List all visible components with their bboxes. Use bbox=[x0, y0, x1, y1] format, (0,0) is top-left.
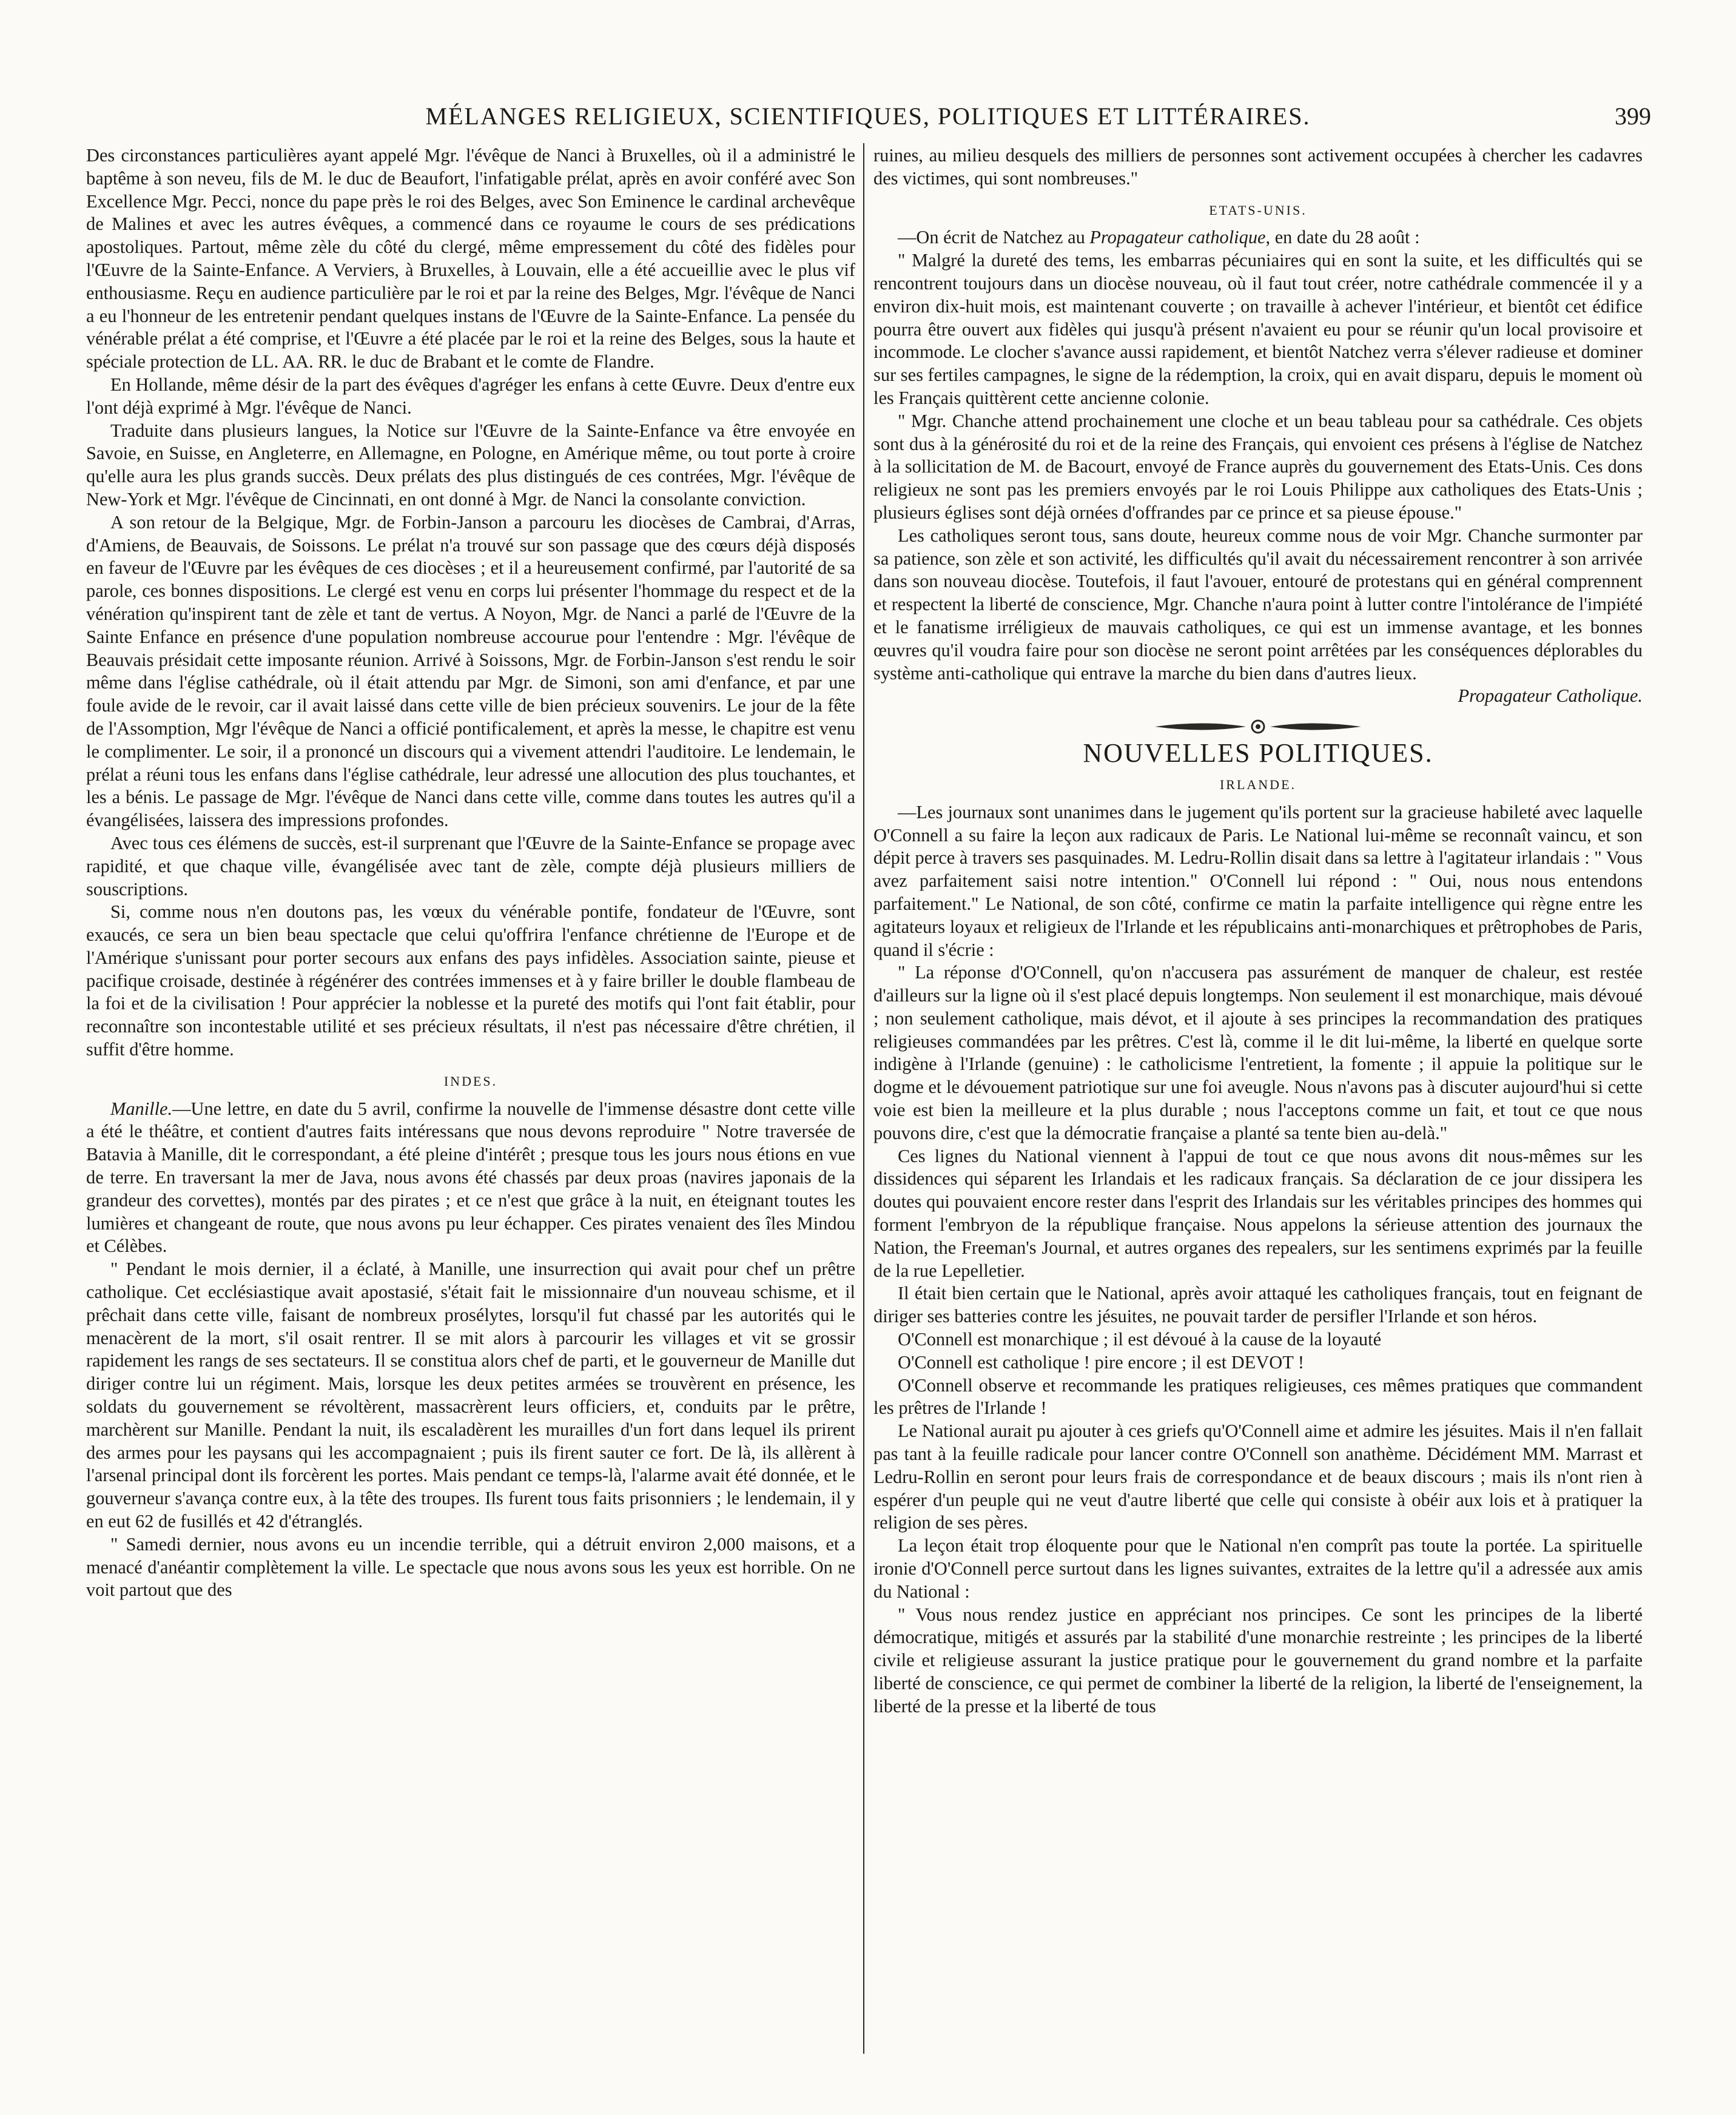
column-divider bbox=[863, 143, 864, 2054]
paragraph: Ces lignes du National viennent à l'appui de tout ce que nous avons dit nous-mêmes sur les dissidences qui séparent les Irlandais et les radicaux français. Sa déclaration de ce jour dissipera les doutes qui pouvaient encore rester dans l'esprit des Irlandais sur les véritables principes des hommes qui forment l'embryon de la république française. Nous appelons la sérieuse attention des journaux the Nation, the Freeman's Journal, et autres organes des repealers, sur les sentimens exprimés par la feuille de la rue Lepelletier. bbox=[873, 1145, 1643, 1281]
paragraph-text: —Une lettre, en date du 5 avril, confirme la nouvelle de l'immense désastre dont cette ville a été le théâtre, et contient d'autres faits intéressans que nous devons reproduire " Notre traversée de Batavia à Manille, dit le correspondant, a été pleine d'intérêt ; presque tous les jours nous étions en vue de terre. En traversant la mer de Java, nous avons été chassés par deux proas (navires japonais de la grandeur des corvettes), montés par des pirates ; et ce n'est que grâce à la nuit, en éteignant toutes les lumières et changeant de route, que nous avons pu leur échapper. Ces pirates venaient des îles Mindou et Célèbes. bbox=[86, 1098, 855, 1257]
running-head bbox=[85, 102, 1651, 132]
paragraph: O'Connell est monarchique ; il est dévoué à la cause de la loyauté bbox=[898, 1329, 1382, 1350]
paragraph: ruines, au milieu desquels des milliers de personnes sont activement occupées à chercher les cadavres des victimes, qui sont nombreuses." bbox=[873, 145, 1643, 189]
right-column bbox=[873, 144, 1643, 2061]
journal-title: Propagateur catholique bbox=[1089, 227, 1266, 248]
paragraph: O'Connell observe et recommande les pratiques religieuses, ces mêmes pratiques que commandent les prêtres de l'Irlande ! bbox=[873, 1374, 1643, 1419]
paragraph: Le National aurait pu ajouter à ces griefs qu'O'Connell aime et admire les jésuites. Mais il n'en fallait pas tant à la feuille radicale pour lancer contre O'Connell son anathème. Décidément MM. Marrast et Ledru-Rollin en seront pour leurs frais de correspondance et de beaux discours ; mais ils n'ont rien à espérer d'un peuple qui ne veut d'autre liberté que celle qui consiste à obéir aux lois et à pratiquer la religion de ses pères. bbox=[873, 1421, 1643, 1533]
paragraph: Avec tous ces élémens de succès, est-il surprenant que l'Œuvre de la Sainte-Enfance se propage avec rapidité, et que chaque ville, évangélisée avec tant de zèle, compte déjà plusieurs milliers de souscriptions. bbox=[86, 832, 855, 899]
paragraph-text: —On écrit de Natchez au bbox=[898, 227, 1090, 248]
paragraph: Des circonstances particulières ayant appelé Mgr. l'évêque de Nanci à Bruxelles, où il a administré le baptême à son neveu, fils de M. le duc de Beaufort, l'infatigable prélat, après en avoir conféré avec Son Excellence Mgr. Pecci, nonce du pape près le roi des Belges, avec Son Eminence le cardinal archevêque de Malines et avec les autres évêques, a commencé dans ce royaume le cours de ses prédications apostoliques. Partout, même zèle du côté du clergé, même empressement du côté des fidèles pour l'Œuvre de la Sainte-Enfance. A Verviers, à Bruxelles, à Louvain, elle a été accueillie avec le plus vif enthousiasme. Reçu en audience particulière par le roi et par la reine des Belges, Mgr. l'évêque de Nanci a eu l'honneur de les entretenir pendant quelques instans de l'Œuvre de la Sainte-Enfance. La pensée du vénérable prélat a été comprise, et l'Œuvre a été placée par le roi et la reine des Belges, sous la haute et spéciale protection de LL. AA. RR. le duc de Brabant et le comte de Flandre. bbox=[86, 145, 855, 372]
paragraph-natchez bbox=[873, 226, 1643, 249]
place-label: Manille. bbox=[110, 1098, 173, 1119]
source-signature: Propagateur Catholique. bbox=[1458, 685, 1643, 707]
paragraph: En Hollande, même désir de la part des évêques d'agréger les enfans à cette Œuvre. Deux d'entre eux l'ont déjà exprimé à Mgr. l'évêque de Nanci. bbox=[86, 374, 855, 418]
ornament-divider-icon bbox=[1149, 716, 1367, 737]
paragraph: Traduite dans plusieurs langues, la Notice sur l'Œuvre de la Sainte-Enfance va être envoyée en Savoie, en Suisse, en Angleterre, en Allemagne, en Pologne, en Amérique même, ou tout porte à croire qu'elle aura les plus grands succès. Deux prélats des plus distingués de ces contrées, Mgr. l'évêque de New-York et Mgr. l'évêque de Cincinnati, en ont donné à Mgr. de Nanci la consolante conviction. bbox=[86, 420, 855, 509]
paragraph: " Pendant le mois dernier, il a éclaté, à Manille, une insurrection qui avait pour chef un prêtre catholique. Cet ecclésiastique avait apostasié, s'était fait le missionnaire d'un nouveau schisme, et il prêchait dans cette ville, faisant de nombreux prosélytes, lorsqu'il fut chassé par les autorités qui le menacèrent de la mort, s'il osait rentrer. Il se mit alors à parcourir les villages et vit se grossir rapidement les rangs de ses sectateurs. Il se constitua alors chef de parti, et le gouverneur de Manille dut diriger contre lui un régiment. Mais, lorsque les deux petites armées se trouvèrent en présence, les soldats du gouvernement se révoltèrent, massacrèrent leurs officiers, et, conduits par le prêtre, marchèrent sur Manille. Pendant la nuit, ils escaladèrent les murailles d'un fort dans lequel ils prirent des armes pour les paysans qui les accompagnaient ; puis ils firent sauter ce fort. De là, ils allèrent à l'arsenal principal dont ils forcèrent les portes. Mais pendant ce temps-là, l'alarme avait été donnée, et le gouverneur s'avança contre eux, à la tête des troupes. Ils furent tous faits prisonniers ; le lendemain, il y en eut 62 de fusillés et 42 d'étranglés. bbox=[86, 1259, 855, 1532]
paragraph: " Vous nous rendez justice en appréciant nos principes. Ce sont les principes de la liberté démocratique, mitigés et assurés par la stabilité d'une monarchie restreinte ; les principes de la liberté civile et religieuse assurant la justice pratique pour le gouvernement du grand nombre et la parfaite liberté de conscience, ce qui permet de combiner la liberté de la religion, la liberté de l'enseignement, la liberté de la presse et la liberté de tous bbox=[873, 1604, 1643, 1717]
paragraph: " Malgré la dureté des tems, les embarras pécuniaires qui en sont la suite, et les difficultés qui se rencontrent toujours dans un diocèse nouveau, où il faut tout créer, notre cathédrale commencée il y a environ dix-huit mois, est maintenant couverte ; on travaille à achever l'intérieur, et bientôt cet édifice pourra être ouvert aux fidèles qui jusqu'à présent n'avaient eu pour se réunir qu'un local provisoire et incommode. Le clocher s'avance aussi rapidement, et bientôt Natchez verra s'élever radieuse et dominer sur ses fertiles campagnes, le signe de la rédemption, la croix, qui en avait disparu, depuis le moment où les Français quittèrent cette ancienne colonie. bbox=[873, 250, 1643, 408]
paragraph: O'Connell est catholique ! pire encore ; il est DEVOT ! bbox=[898, 1351, 1304, 1373]
paragraph: Il était bien certain que le National, après avoir attaqué les catholiques français, tout en feignant de diriger ses batteries contre les jésuites, ne pouvait tarder de persifler l'Irlande et son héros. bbox=[873, 1283, 1643, 1327]
paragraph: La leçon était trop éloquente pour que le National n'en comprît pas toute la portée. La spirituelle ironie d'O'Connell perce surtout dans les lignes suivantes, extraites de la lettre qu'il a adressée aux amis du National : bbox=[873, 1535, 1643, 1602]
left-column bbox=[86, 144, 855, 2061]
paragraph-manille bbox=[86, 1098, 855, 1259]
paragraph: " La réponse d'O'Connell, qu'on n'accusera pas assurément de manquer de chaleur, est restée d'ailleurs sur la ligne où il s'est placé depuis longtemps. Non seulement il est monarchique, mais dévoué ; non seulement catholique, mais dévot, et il ajoute à ses principes la recommandation des pratiques religieuses commandées par les prêtres. C'est là, comme il le dit lui-même, la liberté en quelque sorte indigène à l'Irlande (genuine) : le catholicisme l'entretient, la fomente ; il appuie la politique sur le dogme et le dévouement patriotique sur une foi aveugle. Nous n'avons pas à discuter aujourd'hui si cette voie est bien la meilleure et la plus durable ; nous l'acceptons comme un fait, et tout ce que nous pouvons dire, c'est que la démocratie française a planté sa tente bien au-delà." bbox=[873, 962, 1643, 1143]
page-number: 399 bbox=[1615, 103, 1651, 130]
paragraph: Les catholiques seront tous, sans doute, heureux comme nous de voir Mgr. Chanche surmonter par sa patience, son zèle et son activité, les difficultés qu'il avait du nécessairement rencontrer à son arrivée dans son nouveau diocèse. Toutefois, il faut l'avouer, entouré de protestans qui en général comprennent et respectent la liberté de conscience, Mgr. Chanche n'aura point à lutter contre l'intolérance de l'impiété et le fanatisme irréligieux de mauvais catholiques, ce qui est un immense avantage, et les bonnes œuvres qu'il voudra faire pour son diocèse ne seront point arrêtées par les conséquences déplorables du système anti-catholique qui entrave la marche du bien dans d'autres lieux. bbox=[873, 525, 1643, 684]
section-heading-etats-unis: ETATS-UNIS. bbox=[1209, 202, 1307, 218]
paragraph-text: , en date du 28 août : bbox=[1265, 227, 1420, 248]
paragraph: —Les journaux sont unanimes dans le jugement qu'ils portent sur la gracieuse habileté avec laquelle O'Connell a su faire la leçon aux radicaux de Paris. Le National lui-même se reconnaît vaincu, et son dépit perce à travers ses pasquinades. M. Ledru-Rollin disait dans sa lettre à l'agitateur irlandais : " Vous avez parfaitement saisi notre intention." O'Connell lui répond : " Oui, nous nous entendons parfaitement." Le National, de son côté, confirme ce matin la parfaite intelligence qui règne entre les agitateurs loyaux et religieux de l'Irlande et les républicains anti-monarchiques et prêtrophobes de Paris, quand il s'écrie : bbox=[873, 801, 1643, 960]
section-heading-nouvelles-politiques: NOUVELLES POLITIQUES. bbox=[1083, 738, 1433, 768]
paragraph: " Samedi dernier, nous avons eu un incendie terrible, qui a détruit environ 2,000 maisons, et a menacé d'anéantir complètement la ville. Le spectacle que nous avons sous les yeux est horrible. On ne voit partout que des bbox=[86, 1533, 855, 1601]
section-heading-irlande: IRLANDE. bbox=[1219, 776, 1297, 792]
paragraph: Si, comme nous n'en doutons pas, les vœux du vénérable pontife, fondateur de l'Œuvre, sont exaucés, ce sera un bien beau spectacle que celui qu'offrira l'enfance chrétienne de l'Europe et de l'Amérique s'unissant pour porter secours aux enfans des pays infidèles. Association sainte, pieuse et pacifique croisade, destinée à régénérer des contrées immenses et à y faire briller le double flambeau de la foi et de la civilisation ! Pour apprécier la noblesse et la pureté des motifs qui l'ont fait établir, pour reconnaître son incontestable utilité et ses précieux résultats, il n'est pas nécessaire d'être chrétien, il suffit d'être homme. bbox=[86, 901, 855, 1060]
section-heading-indes: INDES. bbox=[443, 1073, 498, 1089]
page-title: MÉLANGES RELIGIEUX, SCIENTIFIQUES, POLITIQUES ET LITTÉRAIRES. bbox=[425, 103, 1311, 130]
paragraph: " Mgr. Chanche attend prochainement une cloche et un beau tableau pour sa cathédrale. Ces objets sont dus à la générosité du roi et de la reine des Français, qui envoient ces présens à l'église de Natchez à la sollicitation de M. de Bacourt, envoyé de France auprès du gouvernement des Etats-Unis. Ces dons religieux ne sont pas les premiers envoyés par le roi Louis Philippe aux catholiques des Etats-Unis ; plusieurs églises sont déjà ornées d'offrandes par ce prince et sa pieuse épouse." bbox=[873, 410, 1643, 523]
paragraph: A son retour de la Belgique, Mgr. de Forbin-Janson a parcouru les diocèses de Cambrai, d'Arras, d'Amiens, de Beauvais, de Soissons. Le prélat n'a trouvé sur son passage que des cœurs déjà disposés en faveur de l'Œuvre par les évêques de ces diocèses ; et il a heureusement confirmé, par l'autorité de sa parole, ces bonnes dispositions. Le clergé est venu en corps lui présenter l'hommage du respect et de la vénération qu'inspirent tant de zèle et tant de vertus. A Noyon, Mgr. de Nanci a parlé de l'Œuvre de la Sainte Enfance en présence d'une population nombreuse accourue pour l'entendre : Mgr. l'évêque de Beauvais présidait cette imposante réunion. Arrivé à Soissons, Mgr. de Forbin-Janson s'est rendu le soir même dans l'église cathédrale, où il était attendu par Mgr. de Simoni, son ami d'enfance, et par une foule avide de le revoir, car il avait laissé dans cette ville de bien précieux souvenirs. Le jour de la fête de l'Assomption, Mgr l'évêque de Nanci a officié pontificalement, et après la messe, le chapitre est venu le complimenter. Le soir, il a prononcé un discours qui a vivement attendri l'auditoire. Le lendemain, le prélat a réuni tous les enfans dans l'église cathédrale, leur adressé une allocution des plus touchantes, et les a bénis. Le passage de Mgr. l'évêque de Nanci dans cette ville, comme dans toutes les autres qu'il a évangélisées, laissera des impressions profondes. bbox=[86, 511, 855, 831]
